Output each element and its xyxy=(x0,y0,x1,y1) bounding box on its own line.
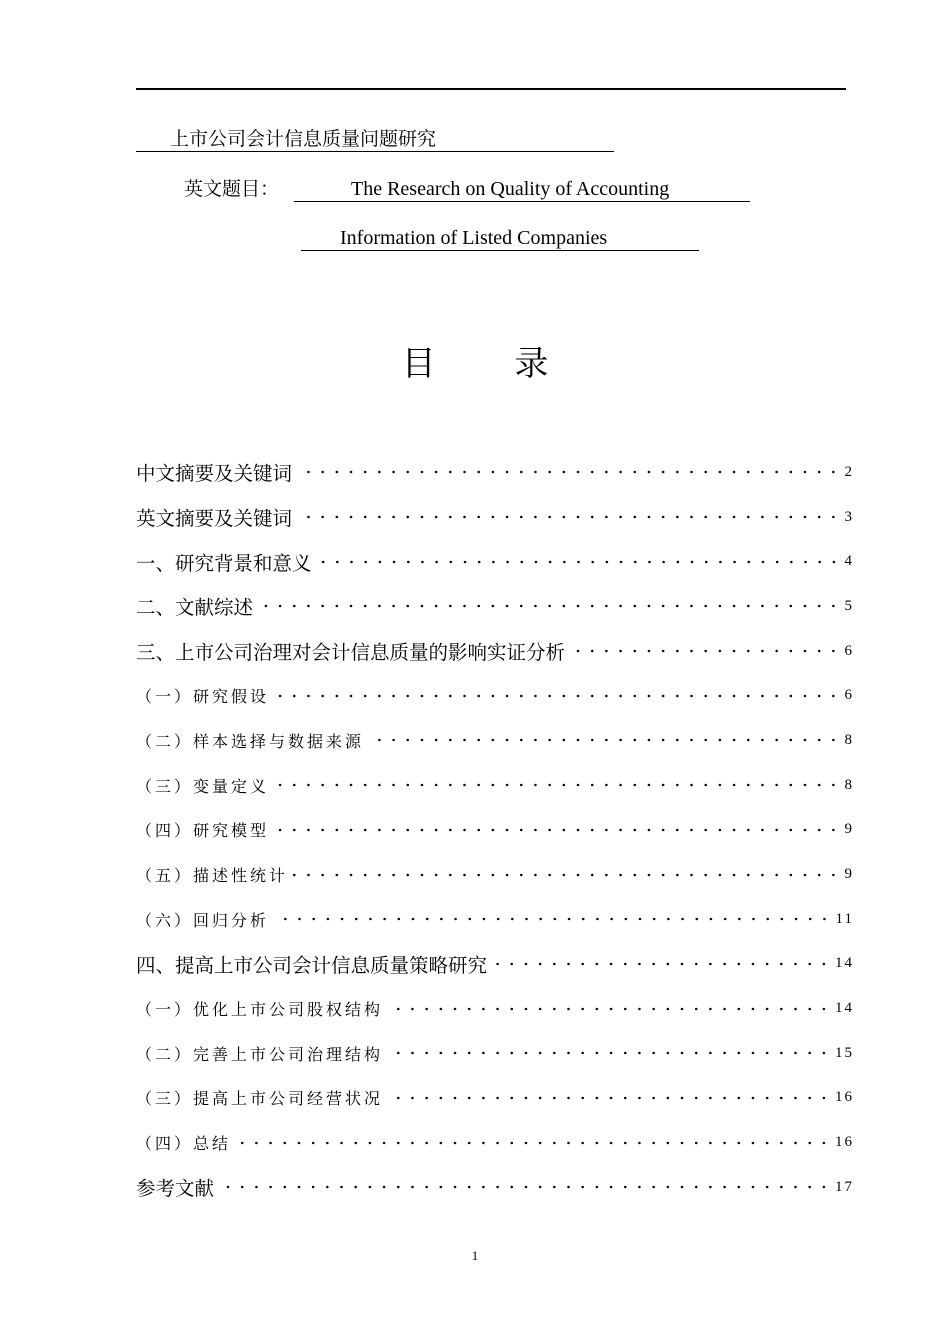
toc-entry-label: （五）描述性统计 xyxy=(136,866,289,886)
toc-entry[interactable] xyxy=(136,852,854,897)
toc-heading: 目 录 xyxy=(401,344,583,384)
toc-entry-label: （一）研究假设 xyxy=(136,687,270,707)
toc-entry[interactable] xyxy=(136,718,854,763)
toc-dot-leader xyxy=(257,603,840,609)
toc-entry[interactable] xyxy=(136,584,854,629)
toc-entry-label: （三）变量定义 xyxy=(136,776,270,796)
toc-entry-page: 2 xyxy=(844,463,854,480)
table-of-contents xyxy=(136,450,854,1210)
toc-entry[interactable] xyxy=(136,629,854,674)
toc-entry-page: 16 xyxy=(835,1089,854,1106)
toc-entry-label: 参考文献 xyxy=(136,1177,215,1201)
toc-entry-page: 5 xyxy=(844,597,854,614)
toc-entry[interactable] xyxy=(136,1120,854,1165)
toc-entry-page: 14 xyxy=(835,955,854,972)
toc-dot-leader xyxy=(273,782,840,788)
toc-entry[interactable] xyxy=(136,942,854,987)
toc-entry-page: 6 xyxy=(844,687,854,704)
toc-entry-page: 9 xyxy=(844,866,854,883)
chinese-title: 上市公司会计信息质量问题研究 xyxy=(136,126,614,152)
toc-entry-page: 8 xyxy=(844,776,854,793)
toc-dot-leader xyxy=(218,1184,831,1190)
toc-entry[interactable] xyxy=(136,673,854,718)
toc-entry-label: （二）样本选择与数据来源 xyxy=(136,731,365,751)
toc-entry[interactable] xyxy=(136,450,854,495)
toc-entry-page: 11 xyxy=(835,910,854,927)
toc-entry[interactable] xyxy=(136,1076,854,1121)
toc-entry-label: （六）回归分析 xyxy=(136,910,270,930)
english-title-label: 英文题目： xyxy=(184,178,280,200)
toc-entry-label: （四）总结 xyxy=(136,1134,232,1154)
toc-entry[interactable] xyxy=(136,763,854,808)
toc-dot-leader xyxy=(368,737,840,743)
header-rule xyxy=(136,88,846,90)
toc-dot-leader xyxy=(292,872,840,878)
english-title-line-2: Information of Listed Companies xyxy=(301,225,699,251)
toc-dot-leader xyxy=(387,1095,831,1101)
toc-entry[interactable] xyxy=(136,495,854,540)
toc-dot-leader xyxy=(296,469,840,475)
toc-entry-label: 四、提高上市公司会计信息质量策略研究 xyxy=(136,953,488,977)
toc-entry[interactable] xyxy=(136,986,854,1031)
toc-dot-leader xyxy=(273,916,832,922)
toc-entry[interactable] xyxy=(136,808,854,853)
toc-entry-label: （二）完善上市公司治理结构 xyxy=(136,1044,384,1064)
toc-entry-label: 中文摘要及关键词 xyxy=(136,462,293,486)
toc-entry-label: （三）提高上市公司经营状况 xyxy=(136,1089,384,1109)
toc-entry-page: 6 xyxy=(844,642,854,659)
toc-entry-label: 二、文献综述 xyxy=(136,596,254,620)
toc-entry-page: 3 xyxy=(844,508,854,525)
toc-entry-page: 8 xyxy=(844,731,854,748)
toc-dot-leader xyxy=(569,648,840,654)
toc-dot-leader xyxy=(387,1050,831,1056)
toc-entry[interactable] xyxy=(136,897,854,942)
english-title-line-1: The Research on Quality of Accounting xyxy=(294,176,750,202)
toc-entry[interactable] xyxy=(136,539,854,584)
toc-entry-label: 英文摘要及关键词 xyxy=(136,507,293,531)
toc-entry-label: 三、上市公司治理对会计信息质量的影响实证分析 xyxy=(136,641,566,665)
toc-dot-leader xyxy=(491,961,831,967)
footer-page-number: 1 xyxy=(471,1248,479,1263)
toc-entry[interactable] xyxy=(136,1165,854,1210)
toc-dot-leader xyxy=(387,1006,831,1012)
toc-entry-page: 4 xyxy=(844,553,854,570)
toc-dot-leader xyxy=(273,827,840,833)
toc-dot-leader xyxy=(273,693,840,699)
toc-entry-page: 14 xyxy=(835,1000,854,1017)
toc-dot-leader xyxy=(296,514,840,520)
toc-dot-leader xyxy=(316,559,841,565)
toc-entry-label: 一、研究背景和意义 xyxy=(136,551,312,575)
toc-entry-page: 17 xyxy=(835,1178,854,1195)
toc-entry-label: （一）优化上市公司股权结构 xyxy=(136,1000,384,1020)
toc-entry-page: 15 xyxy=(835,1044,854,1061)
toc-entry-page: 9 xyxy=(844,821,854,838)
toc-dot-leader xyxy=(235,1140,831,1146)
toc-entry-page: 16 xyxy=(835,1134,854,1151)
toc-entry-label: （四）研究模型 xyxy=(136,821,270,841)
toc-entry[interactable] xyxy=(136,1031,854,1076)
